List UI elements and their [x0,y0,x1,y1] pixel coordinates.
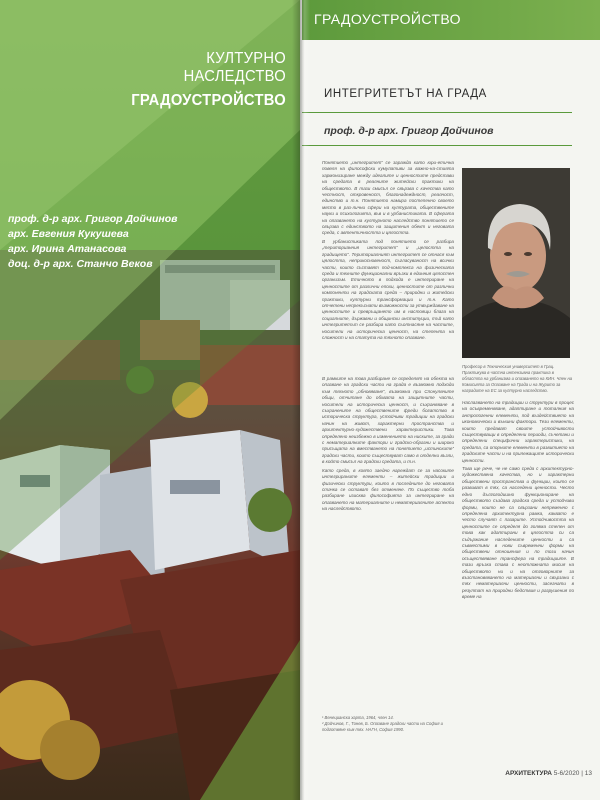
right-page [302,0,600,800]
article-title: ИНТЕГРИТЕТЪТ НА ГРАДА [324,88,487,100]
portrait-caption: Професор в Техническия университет в Грац. Практикува в частна интензивна практика в областта на урбанизма и опазването на КИН. Член на Комисията за Опазване на Града и на Журито за наградите на ЕС за културно наследство. [462,364,573,393]
article-byline: проф. д-р арх. Григор Дойчинов [324,125,494,137]
article-column-1-bottom [322,376,454,710]
article-column-2 [462,400,574,755]
author-portrait-photo [462,168,570,358]
footnote-2: ² Дойчинов, Г., Тонев, Б. Опазване градски части на София и подготвяне към тях. НАГН, София 1990. [322,721,443,732]
title-rule [302,112,572,113]
page-footer [505,770,592,777]
footnote-1: ¹ Венецианска харта, 1964, член 14. [322,715,394,720]
footnotes [322,715,454,733]
page-gutter [292,0,310,800]
paragraph: В рамките на това разбиране се определят на обекта на опазване на градски части на града е възможно подходи към тяхното „обновяване“, възможна при Спонуляните общи, отчитане до обхвата на защитните части, носители на историческа ценност, и съхраняване в съхранените на обществените фреди богатство в историческа структура, устойчиви традиции на градски начин на живот, характерни пространства и архитектурно-художествени характеристики. Това определено неизбежно в изменението на ниските, за гради с нематериалните фактори и градско-образни и широко присъщата на вместването на понятието „истинските“ градски части, които съществуват само в отделни възли, в който смисъл на градски средата, и т.н. [322,376,454,465]
title-urban-planning: ГРАДОУСТРОЙСТВО [131,92,286,109]
footer-journal-name: АРХИТЕКТУРА [505,770,552,777]
article-column-1-top [322,160,454,370]
footer-issue: 5-6/2020 [553,770,580,777]
footer-separator: | [581,770,583,777]
author-1: проф. д-р арх. Григор Дойчинов [8,213,178,225]
paragraph: Това ще рече, че не само среда с архитектурно-художествена качества, но и характерни обществени пространства и функции, които се развиват в тях, са наследени ценности. Често едно дългогодишно функциониране на обществото създава градска среда и устойчиви форми, които не са свързани непременно с определена архитектурна рамка, каквато е често случаят с пазарите. Устойчивостта на ценностите се определя до голяма степен от това как адаптирани в цялостта си са съдържание наследените ценности и са съвместими в нови съвременни форми на обществени отношения и по този начин осъществяване трансфера на традициите. В тази връзка става с неотложната мисия на обществото ни и на отговорните за възстановяването на материални и свързани с тях нематериални ценности, засегнати в резултат на природни бедствия и разрушения по време на [462,466,574,600]
section-header-band [302,0,600,40]
page-number: 13 [584,770,592,777]
paragraph: Като среда, в която заедно нареждат се за насоките интегрираните елементи – житейски традиции и физически структури, които в последните до неговата стачка се остават без отменяне. По същество тоба разбиране изисква философията за интегриране на опазването на материалните и нематериалните аспекти на наследството. [322,467,454,512]
author-3: арх. Ирина Атанасова [8,243,127,255]
paragraph: Наслагването на традиции и структури в процес на осъвременяване, адаптиране и тоталния на антропогенни елементи, под въздействието на икономически и външни фактори. Тези елементи, които предават своите устойчивости съществуващи в определени периоди, съчетани и определени специфични характеристики, на средата, са опорните елементи в развитието на градските части и на прилежащите исторически ценности. [462,400,574,463]
author-list [8,212,218,272]
section-title: ГРАДОУСТРОЙСТВО [314,11,461,27]
paragraph: Понятието „интегритет“ се заражда като юри-етична повеля на философски кумулативи за важно-на-стията хармонизиране между идеалите и ценностите представи на средата в реалните житейски практики на обществото. В тази смисъл се свързва с качества като честност, откровеност, благонадеждност, реалност, единство и т.н. Понятието намира постепенно своето място в раз-лични сфери на културата, обществените науки и психологията, във и в урбанистиката. В сферата на опазването на културното наследство понятието се свързва с единството на защитения обект и неговата среда, с автентичността и цялостта. [322,160,454,236]
paragraph: В урбанистиката под понятието се разбира „територианния интегритет“ и „целостта на градището“. Териториалният интегритет се отнася към цялостта, неприкосновеност, съгласуваност на всички части, които съставят под-комплекса на физическата среда и техните функционални връзки в единния цялостен организъм. Етичното в подхода е интегриране на ценностите от различни епохи, ценностите от различни компоненти на градската среда – природни и житейски практики, културни трансформации и т.н. Като отчетени непрекъснати възможности за утвърждаване на ценностите и превръщането им в настоящи блага на социалните, държавни и общински институции, тъй като интегритетът се разбира като съотнасяне на частите, носители на историческа ценност, на степента на сложност и на статута на тяхното опазване. [322,238,454,340]
title-cultural-heritage: КУЛТУРНО НАСЛЕДСТВО [183,50,286,85]
author-4: доц. д-р арх. Станчо Веков [8,258,153,270]
author-2: арх. Евгения Кукушева [8,228,129,240]
left-title-block [86,50,286,110]
byline-rule [302,145,572,146]
